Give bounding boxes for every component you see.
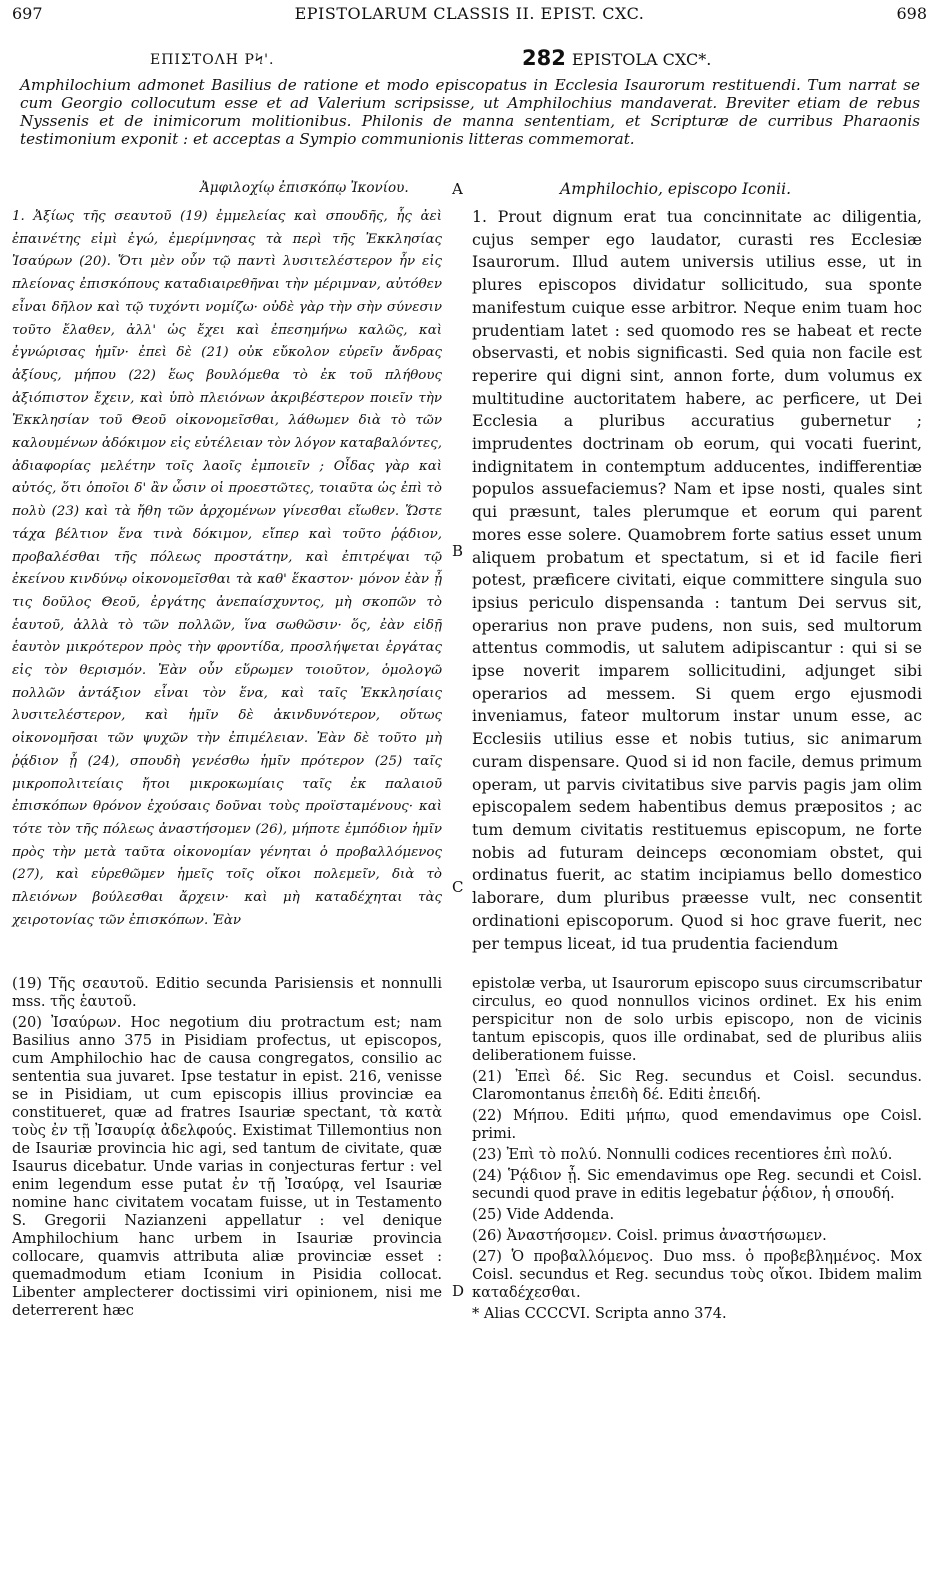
latin-body-column: 1. Prout dignum erat tua concinnitate ac diligentia, cujus semper ego laudator, curasti res Ecclesiæ Isaurorum. Illud autem universis utilius esse, ut in plures episcopos dividatur sollicitudo, sua sponte manifestum cuique esse arbitror. Neque enim tuam hoc prudentiam latet : sed quomodo res se habeat et recte observasti, et nobis significasti. Sed quia non facile est reperire qui digni sint, annon forte, dum volumus ex multitudine auctoritatem habere, ac perficere, ut Dei Ecclesia a pluribus accuratius gubernetur ; imprudentes doctrinam ob eorum, qui vocati fuerint, indignitatem in contemptum adducentes, indifferentiæ populos assuefaciemus? Nam et ipse nosti, quales sint qui præsunt, tales plerumque et eorum qui parent mores esse solere. Quamobrem forte satius esset unum aliquem probatum et spectatum, si et id facile fieri potest, præficere civitati, eique committere singula suo ipsius periculo dispensanda : tantum Dei servus sit, operarius non prave pudens, non suis, sed multorum attentus commodis, ut salutem adipiscantur : qui si se ipse noverit imparem sollicitudini, adjunget sibi operarios ad messem. Si quem ergo ejusmodi inveniamus, fateor multorum instar unum esse, ac Ecclesiis utilius esse et nobis tutius, sic animarum curam dispensare. Quod si id non facile, demus primum operam, ut parvis civitatibus sive parvis pagis jam olim episcopalem sedem habentibus demus præpositos ; ac tum demum civitatis restituemus episcopum, ne forte nobis ad futuram deinceps œconomiam obstet, qui ordinatus fuerit, ac statim incipiamus bello domestico laborare, dum pluribus præesse vult, nec consentit ordinationi episcoporum. Quod si hoc grave fuerit, nec per tempus liceat, id tua prudentia faciendum [472,207,922,953]
argument-summary: Amphilochium admonet Basilius de ratione et modo episcopatus in Ecclesia Isaurorum restituendi. Tum narrat se cum Georgio collocutum esse et ad Valerium scripsisse, ut Amphilochius mandaverat. Breviter etiam de rebus Nyssenis et de inimicorum molitionibus. Philonis de manna sententiam, et Scripturæ de curribus Pharaonis testimonium exponit : et acceptas a Sympio communionis litteras commemorat. [20,76,920,148]
footnote-23: (23) Ἐπὶ τὸ πολύ. Nonnulli codices recentiores ἐπὶ πολύ. [472,1146,893,1163]
footnotes-right [472,975,922,1326]
footnote-19: (19) Τῆς σεαυτοῦ. Editio secunda Parisiensis et nonnulli mss. τῆς ἑαυτοῦ. [12,975,442,1010]
footnotes-left [12,975,442,1323]
footnote-27: (27) Ὁ προβαλλόμενος. Duo mss. ὁ προβεβλημένος. Mox Coisl. secundus et Reg. secundus τοὺς οἴκοι. Ibidem malim καταδέχεσθαι. [472,1248,922,1301]
greek-letter-title: ΕΠΙΣΤΟΛΗ ΡϞ'. [150,52,275,68]
page-number-left: 697 [12,4,43,23]
footnote-26: (26) Ἀναστήσομεν. Coisl. primus ἀναστήσωμεν. [472,1227,827,1244]
footnote-20: (20) Ἰσαύρων. Hoc negotium diu protractum est; nam Basilius anno 375 in Pisidiam profectus, ut episcopos, cum Amphilochio hac de causa congregatos, consilio ac sententia sua juvaret. Ipse testatur in epist. 216, venisse se in Pisidiam, ut cum episcopis illius provinciæ ea constitueret, quæ ad fratres Isauriæ spectant, τὰ κατὰ τοὺς ἐν τῇ Ἰσαυρίᾳ ἀδελφούς. Existimat Tillemontius non de Isauriæ provincia hic agi, sed tantum de civitate, quæ Isaurus dicebatur. Unde varias in conjecturas fertur : vel enim legendum esse putat ἐν τῇ Ἰσαύρᾳ, vel Isauriæ nomine hanc civitatem vocatam fuisse, ut in Testamento S. Gregorii Nazianzeni appellatur : vel denique Amphilochium hanc urbem in Isauriæ provincia collocare, quamvis attributa aliæ provinciæ esset : quemadmodum etiam Iconium in Pisidia collocat. Libenter amplecterer doctissimi viri opinionem, nisi me deterrerent hæc [12,1014,442,1319]
latin-letter-title [522,46,711,70]
greek-body-column: 1. Ἀξίως τῆς σεαυτοῦ (19) ἐμμελείας καὶ σπουδῆς, ἧς ἀεὶ ἐπαινέτης εἰμὶ ἐγώ, ἐμερίμνησας τὰ περὶ τῆς Ἐκκλησίας Ἰσαύρων (20). Ὅτι μὲν οὖν τῷ παντὶ λυσιτελέστερον ἦν εἰς πλείονας ἐπισκόπους καταδιαιρεθῆναι τὴν μέριμναν, αὐτόθεν εἶναι δῆλον καὶ τῷ τυχόντι νομίζω· οὐδὲ γὰρ τὴν σὴν σύνεσιν τοῦτο ἔλαθεν, ἀλλ' ὡς ἔχει καὶ ἐπεσημήνω καλῶς, καὶ ἐγνώρισας ἡμῖν· ἐπεὶ δὲ (21) οὐκ εὔκολον εὑρεῖν ἄνδρας ἀξίους, μήπου (22) ἕως βουλόμεθα τὸ ἐκ τοῦ πλήθους ἀξιόπιστον ἔχειν, καὶ ὑπὸ πλειόνων ἀκριβέστερον ποιεῖν τὴν Ἐκκλησίαν τοῦ Θεοῦ οἰκονομεῖσθαι, λάθωμεν διὰ τὸ τῶν καλουμένων ἀδόκιμον εἰς εὐτέλειαν τὸν λόγον καταβαλόντες, ἀδιαφορίας μελέτην τοῖς λαοῖς ἐμποιεῖν ; Οἶδας γὰρ καὶ αὐτός, ὅτι ὁποῖοι δ' ἂν ὦσιν οἱ προεστῶτες, τοιαῦτα ὡς ἐπὶ τὸ πολὺ (23) καὶ τὰ ἤθη τῶν ἀρχομένων γίνεσθαι εἴωθεν. Ὥστε τάχα βέλτιον ἕνα τινὰ δόκιμον, εἴπερ καὶ τοῦτο ῥᾴδιον, προβαλέσθαι τῆς πόλεως προστάτην, καὶ ἐπιτρέψαι τῷ ἐκείνου κινδύνῳ οἰκονομεῖσθαι τὰ καθ' ἕκαστον· μόνον ἐὰν ᾖ τις δοῦλος Θεοῦ, ἐργάτης ἀνεπαίσχυντος, μὴ σκοπῶν τὸ ἑαυτοῦ, ἀλλὰ τὸ τῶν πολλῶν, ἵνα σωθῶσιν· ὅς, ἐὰν εἰδῇ ἑαυτὸν μικρότερον πρὸς τὴν φροντίδα, προσλήψεται ἐργάτας εἰς τὸν θερισμόν. Ἐὰν οὖν εὕρωμεν τοιοῦτον, ὁμολογῶ πολλῶν ἀντάξιον εἶναι τὸν ἕνα, καὶ ταῖς Ἐκκλησίαις λυσιτελέστερον, καὶ ἡμῖν δὲ ἀκινδυνότερον, οὕτως οἰκονομῆσαι τῶν ψυχῶν τὴν ἐπιμέλειαν. Ἐὰν δὲ τοῦτο μὴ ῥᾴδιον ᾖ (24), σπουδὴ γενέσθω ἡμῖν πρότερον (25) ταῖς μικροπολιτείαις ἤτοι μικροκωμίαις ταῖς ἐκ παλαιοῦ ἐπισκόπων θρόνον ἐχούσαις δοῦναι τοὺς προϊσταμένους· καὶ τότε τὸν τῆς πόλεως ἀναστήσομεν (26), μήποτε ἐμπόδιον ἡμῖν πρὸς τὴν μετὰ ταῦτα οἰκονομίαν γένηται ὁ προβαλλόμενος (27), καὶ εὑρεθῶμεν ἡμεῖς τοῖς οἴκοι πολεμεῖν, διὰ τὸ πλειόνων βούλεσθαι ἄρχειν· καὶ μὴ καταδέχηται τὰς χειροτονίας τῶν ἐπισκόπων. Ἐὰν [12,209,442,928]
margin-marker-c: C [452,878,464,896]
margin-marker-d: D [452,1282,465,1300]
letter-number: 282 [522,46,566,70]
running-title: EPISTOLARUM CLASSIS II. EPIST. CXC. [294,4,645,23]
footnote-continuation: epistolæ verba, ut Isaurorum episcopo suus circumscribatur circulus, eo quod nonnullos vicinos ordinet. Ex his enim perspicitur non de solo urbis episcopo, non de vicinis tantum episcopis, quos ille ordinabat, sed de pluribus aliis deliberationem fuisse. [472,975,922,1064]
greek-address: Ἀμφιλοχίῳ ἐπισκόπῳ Ἰκονίου. [200,180,409,196]
page-number-right: 698 [896,4,927,23]
margin-marker-a: A [452,180,463,198]
footnote-21: (21) Ἐπεὶ δέ. Sic Reg. secundus et Coisl. secundus. Claromontanus ἐπειδὴ δέ. Editi ἐπειδή. [472,1068,922,1103]
footnote-25: (25) Vide Addenda. [472,1206,615,1223]
footnote-22: (22) Μήπου. Editi μήπω, quod emendavimus ope Coisl. primi. [472,1107,922,1142]
edition-note: * Alias CCCCVI. Scripta anno 374. [472,1305,727,1322]
latin-address: Amphilochio, episcopo Iconii. [560,180,792,198]
footnote-24: (24) Ῥᾴδιον ᾖ. Sic emendavimus ope Reg. secundi et Coisl. secundi quod prave in editis legebatur ῥᾴδιον, ἡ σπουδή. [472,1167,922,1202]
margin-marker-b: B [452,542,464,560]
latin-title-text: EPISTOLA CXC*. [571,50,712,69]
